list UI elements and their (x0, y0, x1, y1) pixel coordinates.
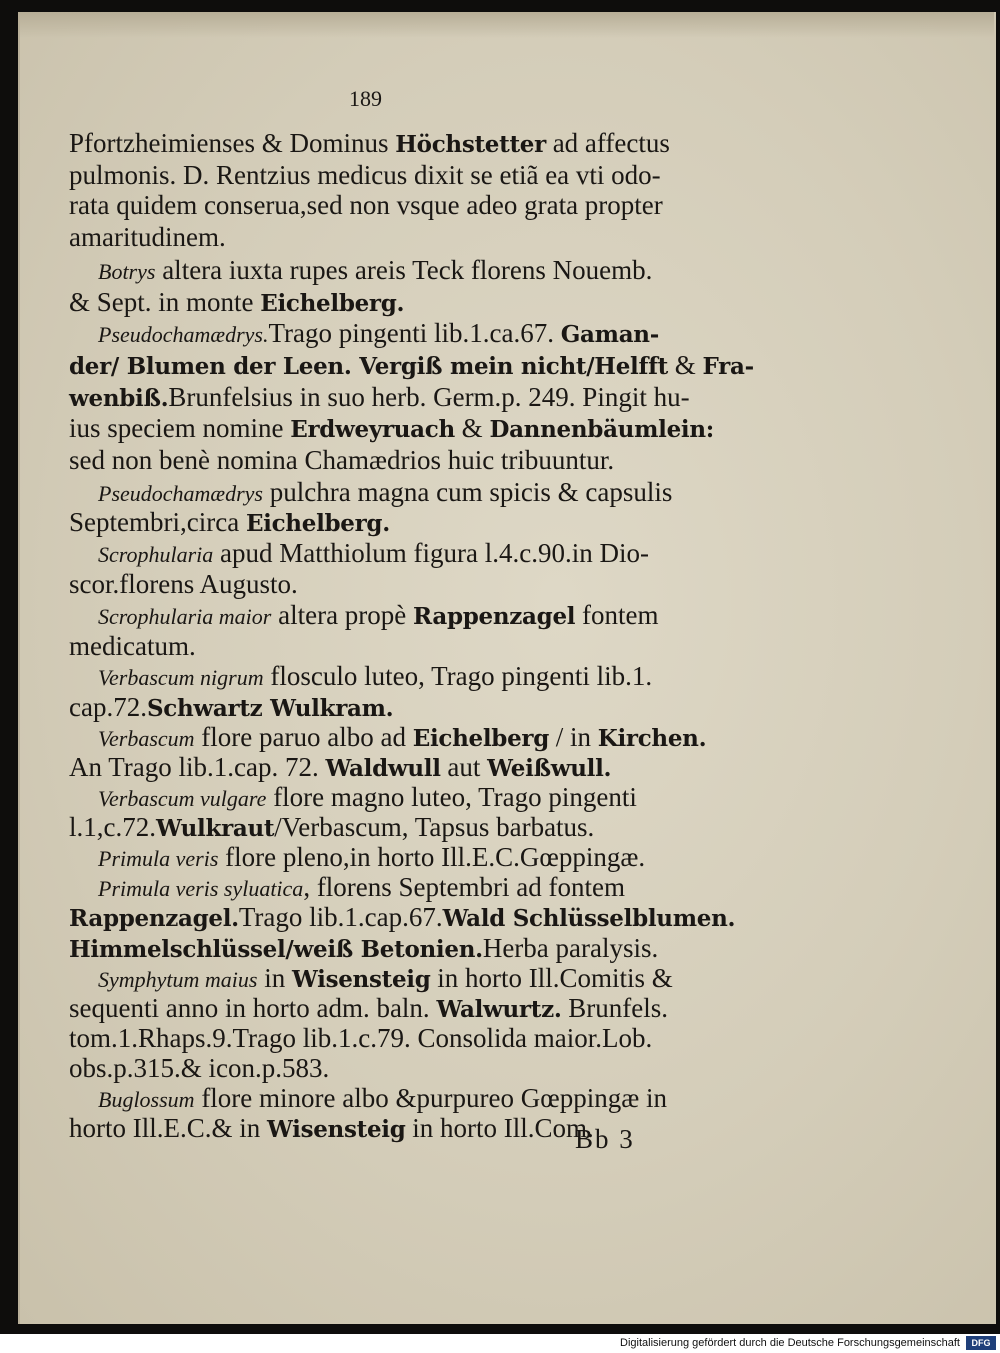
italic-term: Scrophularia maior (98, 604, 272, 629)
blackletter-text: wenbiß. (69, 385, 169, 412)
blackletter-text: Waldwull (325, 755, 441, 782)
roman-text: altera propè (271, 600, 414, 630)
text-line (69, 569, 298, 599)
roman-text: pulmonis. D. Rentzius medicus dixit se etiã ea vti odo- (69, 160, 661, 190)
text-line (69, 287, 404, 317)
blackletter-text: Himmelschlüssel/weiß Betonien. (69, 936, 483, 963)
blackletter-text: Kirchen. (597, 725, 707, 752)
text-line (69, 350, 754, 380)
text-line (98, 963, 673, 993)
text-line (69, 752, 611, 782)
text-line (98, 255, 652, 285)
roman-text: flore magno luteo, Trago pingenti (266, 782, 637, 812)
blackletter-text: Dannenbäumlein: (489, 416, 714, 443)
blackletter-text: Rappenzagel. (69, 905, 239, 932)
blackletter-text: Fra- (702, 353, 754, 380)
blackletter-text: Eichelberg. (245, 510, 390, 537)
blackletter-text: Höchstetter (395, 131, 546, 158)
roman-text: An Trago lib.1.cap. 72. (69, 752, 326, 782)
roman-text: flore paruo albo ad (194, 722, 413, 752)
italic-term: Verbascum (98, 726, 195, 751)
roman-text: Brunfelsius in suo herb. Germ.p. 249. Pingit hu- (168, 382, 690, 412)
text-line (98, 872, 625, 902)
italic-term: Verbascum nigrum (98, 665, 264, 690)
italic-term: Scrophularia (98, 542, 214, 567)
roman-text: l.1,c.72. (69, 812, 156, 842)
text-line (69, 128, 670, 158)
blackletter-text: Wisensteig (292, 966, 431, 993)
text-line (69, 222, 226, 252)
roman-text: apud Matthiolum figura l.4.c.90.in Dio- (213, 538, 649, 568)
blackletter-text: Wald Schlüsselblumen. (442, 905, 736, 932)
blackletter-text: Eichelberg. (260, 290, 405, 317)
text-line (98, 538, 649, 568)
blackletter-text: Erdweyruach (290, 416, 455, 443)
blackletter-text: Wulkraut (156, 815, 275, 842)
roman-text: pulchra magna cum spicis & capsulis (262, 477, 673, 507)
italic-term: Verbascum vulgare (98, 786, 267, 811)
text-line (98, 1083, 667, 1113)
roman-text: rata quidem conserua,sed non vsque adeo grata propter (69, 190, 663, 220)
roman-text: in horto Ill.Comitis & (430, 963, 673, 993)
roman-text: Trago pingenti lib.1.ca.67. (268, 318, 561, 348)
text-line (69, 382, 690, 412)
roman-text: medicatum. (69, 631, 196, 661)
blackletter-text: Gaman- (560, 321, 659, 348)
blackletter-text: Weißwull. (487, 755, 612, 782)
italic-term: Pseudochamædrys (98, 481, 263, 506)
italic-term: Symphytum maius (98, 967, 258, 992)
text-line (69, 445, 614, 475)
roman-text: /Verbascum, Tapsus barbatus. (274, 812, 595, 842)
roman-text: & (454, 413, 490, 443)
text-line (69, 902, 735, 932)
italic-term: Botrys (98, 259, 156, 284)
roman-text: in horto Ill.Com. (405, 1113, 594, 1143)
roman-text: Septembri,circa (69, 507, 246, 537)
roman-text: Pfortzheimienses & Dominus (69, 128, 396, 158)
text-line (69, 1023, 652, 1053)
roman-text: & Sept. in monte (69, 287, 261, 317)
roman-text: Brunfels. (561, 993, 669, 1023)
roman-text: & (668, 350, 703, 380)
text-line (98, 661, 652, 691)
roman-text: flore minore albo &purpureo Gœppingæ in (194, 1083, 667, 1113)
text-line (98, 477, 672, 507)
roman-text: Trago lib.1.cap.67. (238, 902, 443, 932)
text-line (98, 842, 645, 872)
footer-credit: Digitalisierung gefördert durch die Deutsche Forschungsgemeinschaft (620, 1337, 960, 1349)
text-line (69, 692, 393, 722)
roman-text: in (257, 963, 292, 993)
roman-text: ius speciem nomine (69, 413, 291, 443)
roman-text: / in (549, 722, 598, 752)
roman-text: amaritudinem. (69, 222, 226, 252)
blackletter-text: Wisensteig (267, 1116, 406, 1143)
roman-text: fontem (575, 600, 659, 630)
text-line (98, 782, 637, 812)
text-line (69, 933, 658, 963)
roman-text: sequenti anno in horto adm. baln. (69, 993, 437, 1023)
italic-term: Primula veris syluatica (98, 876, 304, 901)
text-line (69, 1053, 329, 1083)
text-line (69, 190, 663, 220)
italic-term: Primula veris (98, 846, 219, 871)
blackletter-text: Rappenzagel (413, 603, 576, 630)
roman-text: flore pleno,in horto Ill.E.C.Gœppingæ. (218, 842, 646, 872)
text-line (69, 812, 594, 842)
text-line (98, 318, 659, 348)
text-line (69, 160, 661, 190)
text-line (98, 600, 658, 630)
blackletter-text: Schwartz Wulkram. (146, 695, 394, 722)
italic-term: Pseudochamædrys. (98, 322, 269, 347)
blackletter-text: der/ Blumen der Leen. Vergiß mein nicht/Helfft (69, 353, 669, 380)
roman-text: altera iuxta rupes areis Teck florens Nouemb. (155, 255, 653, 285)
text-line (69, 507, 390, 537)
text-line (69, 1113, 594, 1143)
text-line (98, 722, 706, 752)
footer (0, 1334, 1000, 1353)
italic-term: Buglossum (98, 1087, 195, 1112)
text-line (69, 993, 668, 1023)
roman-text: Herba paralysis. (482, 933, 659, 963)
roman-text: sed non benè nomina Chamædrios huic tribuuntur. (69, 445, 615, 475)
roman-text: flosculo luteo, Trago pingenti lib.1. (263, 661, 653, 691)
roman-text: horto Ill.E.C.& in (69, 1113, 267, 1143)
roman-text: , florens Septembri ad fontem (303, 872, 625, 902)
page-number: 189 (349, 86, 382, 111)
roman-text: scor.florens Augusto. (69, 569, 298, 599)
roman-text: cap.72. (69, 692, 147, 722)
blackletter-text: Eichelberg (412, 725, 549, 752)
signature-mark: Bb 3 (575, 1124, 635, 1154)
text-line (69, 631, 196, 661)
dfg-logo: DFG (966, 1336, 996, 1350)
roman-text: ad affectus (545, 128, 670, 158)
blackletter-text: Walwurtz. (436, 996, 562, 1023)
roman-text: obs.p.315.& icon.p.583. (69, 1053, 330, 1083)
roman-text: tom.1.Rhaps.9.Trago lib.1.c.79. Consolida maior.Lob. (69, 1023, 653, 1053)
roman-text: aut (440, 752, 488, 782)
text-line (69, 413, 714, 443)
